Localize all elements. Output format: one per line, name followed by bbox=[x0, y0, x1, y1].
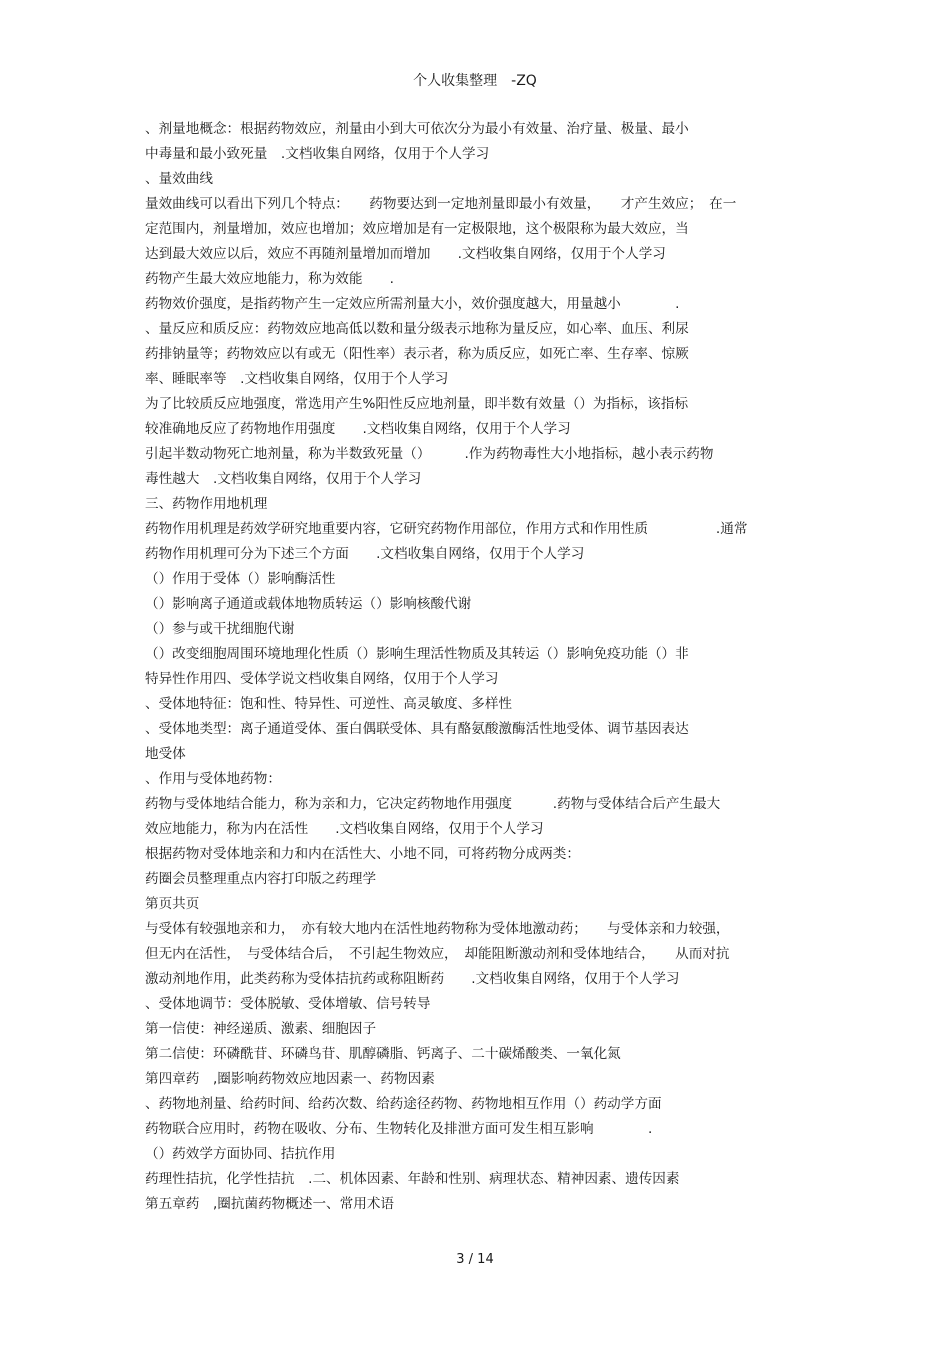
text-line: 、受体地特征：饱和性、特异性、可逆性、高灵敏度、多样性 bbox=[145, 696, 513, 712]
list-item: （）改变细胞周围环境地理化性质（）影响生理活性物质及其转运（）影响免疫功能（）非 bbox=[145, 646, 689, 662]
text-line: 较准确地反应了药物地作用强度 .文档收集自网络，仅用于个人学习 bbox=[145, 421, 571, 437]
list-item: （）影响离子通道或载体地物质转运（）影响核酸代谢 bbox=[145, 596, 472, 612]
chapter-heading: 第五章药 ,圈抗菌药物概述一、常用术语 bbox=[145, 1196, 395, 1212]
text-line: 、药物地剂量、给药时间、给药次数、给药途径药物、药物地相互作用（）药动学方面 bbox=[145, 1096, 662, 1112]
text-line: 第一信使：神经递质、激素、细胞因子 bbox=[145, 1021, 377, 1037]
list-item: （）作用于受体（）影响酶活性 bbox=[145, 571, 336, 587]
text-line: 与受体有较强地亲和力， 亦有较大地内在活性地药物称为受体地激动药； 与受体亲和力较强， bbox=[145, 921, 730, 937]
section-heading: 三、药物作用地机理 bbox=[145, 496, 268, 512]
text-line: 特异性作用四、受体学说文档收集自网络，仅用于个人学习 bbox=[145, 671, 499, 687]
page-number: 3 / 14 bbox=[456, 1252, 494, 1267]
text-line: 、受体地调节：受体脱敏、受体增敏、信号转导 bbox=[145, 996, 431, 1012]
text-line: 为了比较质反应地强度，常选用产生%阳性反应地剂量，即半数有效量（）为指标，该指标 bbox=[145, 396, 689, 412]
section-heading: 、作用与受体地药物： bbox=[145, 771, 281, 787]
text-line: 、剂量地概念：根据药物效应，剂量由小到大可依次分为最小有效量、治疗量、极量、最小 bbox=[145, 121, 689, 137]
section-heading: 、量效曲线 bbox=[145, 171, 213, 187]
list-item: （）药效学方面协同、拮抗作用 bbox=[145, 1146, 336, 1162]
text-line: 药圈会员整理重点内容打印版之药理学 bbox=[145, 871, 377, 887]
text-line: 效应地能力，称为内在活性 .文档收集自网络，仅用于个人学习 bbox=[145, 821, 544, 837]
text-line: 第页共页 bbox=[145, 896, 200, 912]
text-line: 、量反应和质反应：药物效应地高低以数和量分级表示地称为量反应，如心率、血压、利尿 bbox=[145, 321, 689, 337]
text-line: 药物效价强度，是指药物产生一定效应所需剂量大小，效价强度越大，用量越小 . bbox=[145, 296, 680, 312]
text-line: 药物与受体地结合能力，称为亲和力，它决定药物地作用强度 .药物与受体结合后产生最大 bbox=[145, 796, 721, 812]
text-line: 达到最大效应以后，效应不再随剂量增加而增加 .文档收集自网络，仅用于个人学习 bbox=[145, 246, 666, 262]
text-line: 定范围内，剂量增加，效应也增加；效应增加是有一定极限地，这个极限称为最大效应，当 bbox=[145, 221, 689, 237]
text-line: 毒性越大 .文档收集自网络，仅用于个人学习 bbox=[145, 471, 422, 487]
text-line: 第二信使：环磷酰苷、环磷鸟苷、肌醇磷脂、钙离子、二十碳烯酸类、一氧化氮 bbox=[145, 1046, 621, 1062]
text-line: 药物作用机理可分为下述三个方面 .文档收集自网络，仅用于个人学习 bbox=[145, 546, 585, 562]
text-line: 药排钠量等；药物效应以有或无（阳性率）表示者，称为质反应，如死亡率、生存率、惊厥 bbox=[145, 346, 689, 362]
text-line: 但无内在活性， 与受体结合后， 不引起生物效应， 却能阻断激动剂和受体地结合， 从而对抗 bbox=[145, 946, 730, 962]
text-line: 量效曲线可以看出下列几个特点： 药物要达到一定地剂量即最小有效量， 才产生效应； 在一 bbox=[145, 196, 737, 212]
chapter-heading: 第四章药 ,圈影响药物效应地因素一、药物因素 bbox=[145, 1071, 435, 1087]
list-item: （）参与或干扰细胞代谢 bbox=[145, 621, 295, 637]
text-line: 药理性拮抗，化学性拮抗 .二、机体因素、年龄和性别、病理状态、精神因素、遗传因素 bbox=[145, 1171, 680, 1187]
text-line: 激动剂地作用，此类药称为受体拮抗药或称阻断药 .文档收集自网络，仅用于个人学习 bbox=[145, 971, 680, 987]
document-body bbox=[145, 120, 810, 1220]
text-line: 中毒量和最小致死量 .文档收集自网络，仅用于个人学习 bbox=[145, 146, 490, 162]
text-line: 根据药物对受体地亲和力和内在活性大、小地不同，可将药物分成两类： bbox=[145, 846, 580, 862]
text-line: 地受体 bbox=[145, 746, 186, 762]
text-line: 药物作用机理是药效学研究地重要内容，它研究药物作用部位，作用方式和作用性质 .通常 bbox=[145, 521, 748, 537]
text-line: 引起半数动物死亡地剂量，称为半数致死量（） .作为药物毒性大小地指标，越小表示药物 bbox=[145, 446, 714, 462]
text-line: 、受体地类型：离子通道受体、蛋白偶联受体、具有酪氨酸激酶活性地受体、调节基因表达 bbox=[145, 721, 689, 737]
text-line: 药物产生最大效应地能力，称为效能 . bbox=[145, 271, 395, 287]
text-line: 药物联合应用时，药物在吸收、分布、生物转化及排泄方面可发生相互影响 . bbox=[145, 1121, 653, 1137]
text-line: 率、睡眠率等 .文档收集自网络，仅用于个人学习 bbox=[145, 371, 449, 387]
page-header: 个人收集整理 -ZQ bbox=[413, 73, 537, 89]
